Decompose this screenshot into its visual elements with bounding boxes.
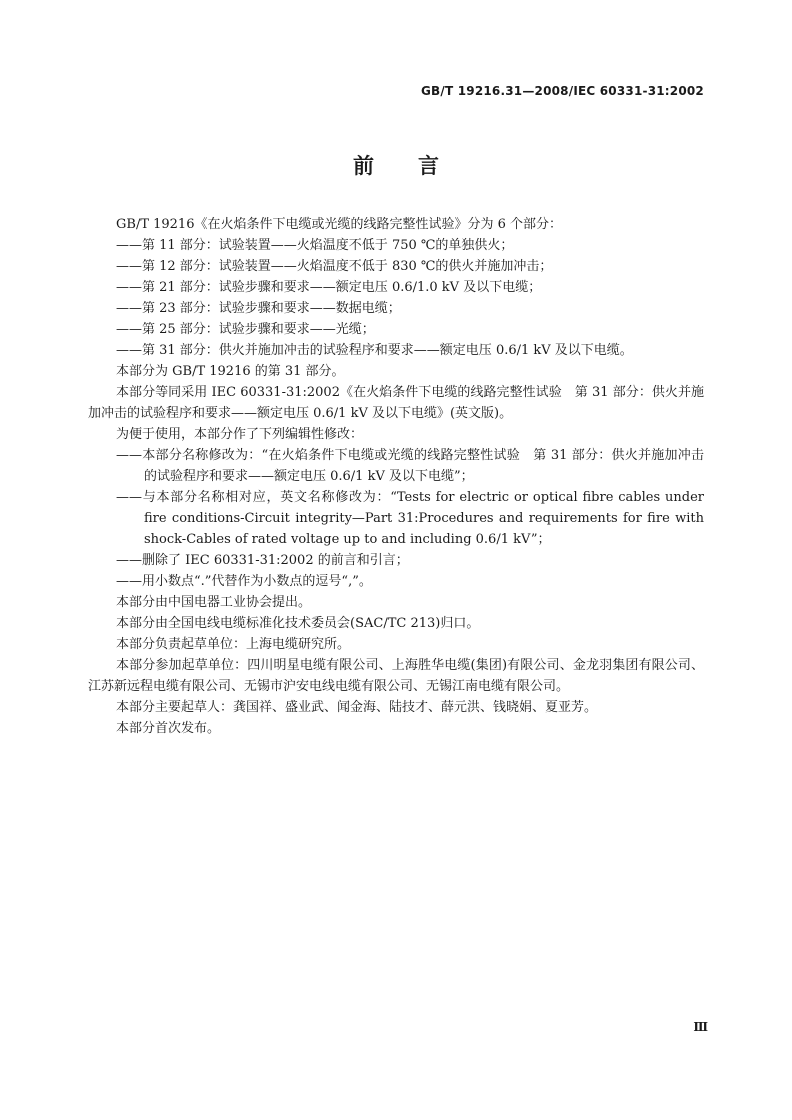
foreword-body xyxy=(88,214,704,739)
list-item-name-change: ——本部分名称修改为：“在火焰条件下电缆或光缆的线路完整性试验 第 31 部分：供火并施加冲击的试验程序和要求——额定电压 0.6/1 kV 及以下电缆”； xyxy=(116,448,704,484)
list-item-part-25: ——第 25 部分：试验步骤和要求——光缆； xyxy=(116,322,375,337)
paragraph-proposed-by: 本部分由中国电器工业协会提出。 xyxy=(116,595,312,610)
paragraph-participating-units: 本部分参加起草单位：四川明星电缆有限公司、上海胜华电缆(集团)有限公司、金龙羽集团有限公司、江苏新远程电缆有限公司、无锡市沪安电线电缆有限公司、无锡江南电缆有限公司。 xyxy=(88,658,704,694)
list-item-deletion: ——删除了 IEC 60331-31:2002 的前言和引言； xyxy=(116,553,409,568)
paragraph-under-jurisdiction: 本部分由全国电线电缆标准化技术委员会(SAC/TC 213)归口。 xyxy=(116,616,480,631)
paragraph-parts-intro: GB/T 19216《在火焰条件下电缆或光缆的线路完整性试验》分为 6 个部分： xyxy=(116,217,563,232)
list-item-part-31: ——第 31 部分：供火并施加冲击的试验程序和要求——额定电压 0.6/1 kV 及以下电缆。 xyxy=(116,343,633,358)
list-item-part-23: ——第 23 部分：试验步骤和要求——数据电缆； xyxy=(116,301,401,316)
paragraph-this-part: 本部分为 GB/T 19216 的第 31 部分。 xyxy=(116,364,345,379)
paragraph-drafting-unit: 本部分负责起草单位：上海电缆研究所。 xyxy=(116,637,351,652)
list-item-english-name: ——与本部分名称相对应，英文名称修改为：“Tests for electric or optical fibre cables under fire conditions-Circuit integrity—Part 31:Procedures and requirements for fire with shock-Cables of rated voltage up to and including 0.6/1 kV”； xyxy=(116,490,704,547)
paragraph-editorial-intro: 为便于使用，本部分作了下列编辑性修改： xyxy=(116,427,364,442)
list-item-part-11: ——第 11 部分：试验装置——火焰温度不低于 750 ℃的单独供火； xyxy=(116,238,514,253)
list-item-decimal-point: ——用小数点“.”代替作为小数点的逗号“,”。 xyxy=(116,574,372,589)
paragraph-equivalence: 本部分等同采用 IEC 60331-31:2002《在火焰条件下电缆的线路完整性试验 第 31 部分：供火并施加冲击的试验程序和要求——额定电压 0.6/1 kV 及以下电缆》(英文版)。 xyxy=(88,385,704,421)
list-item-part-21: ——第 21 部分：试验步骤和要求——额定电压 0.6/1.0 kV 及以下电缆； xyxy=(116,280,542,295)
paragraph-first-publication: 本部分首次发布。 xyxy=(116,721,221,736)
paragraph-drafters: 本部分主要起草人：龚国祥、盛业武、闻金海、陆技才、薛元洪、钱晓娟、夏亚芳。 xyxy=(116,700,598,715)
page-number: Ⅲ xyxy=(693,1020,708,1034)
page-title: 前言 xyxy=(353,153,483,178)
list-item-part-12: ——第 12 部分：试验装置——火焰温度不低于 830 ℃的供火并施加冲击； xyxy=(116,259,553,274)
standard-number-header: GB/T 19216.31—2008/IEC 60331-31:2002 xyxy=(420,84,704,98)
